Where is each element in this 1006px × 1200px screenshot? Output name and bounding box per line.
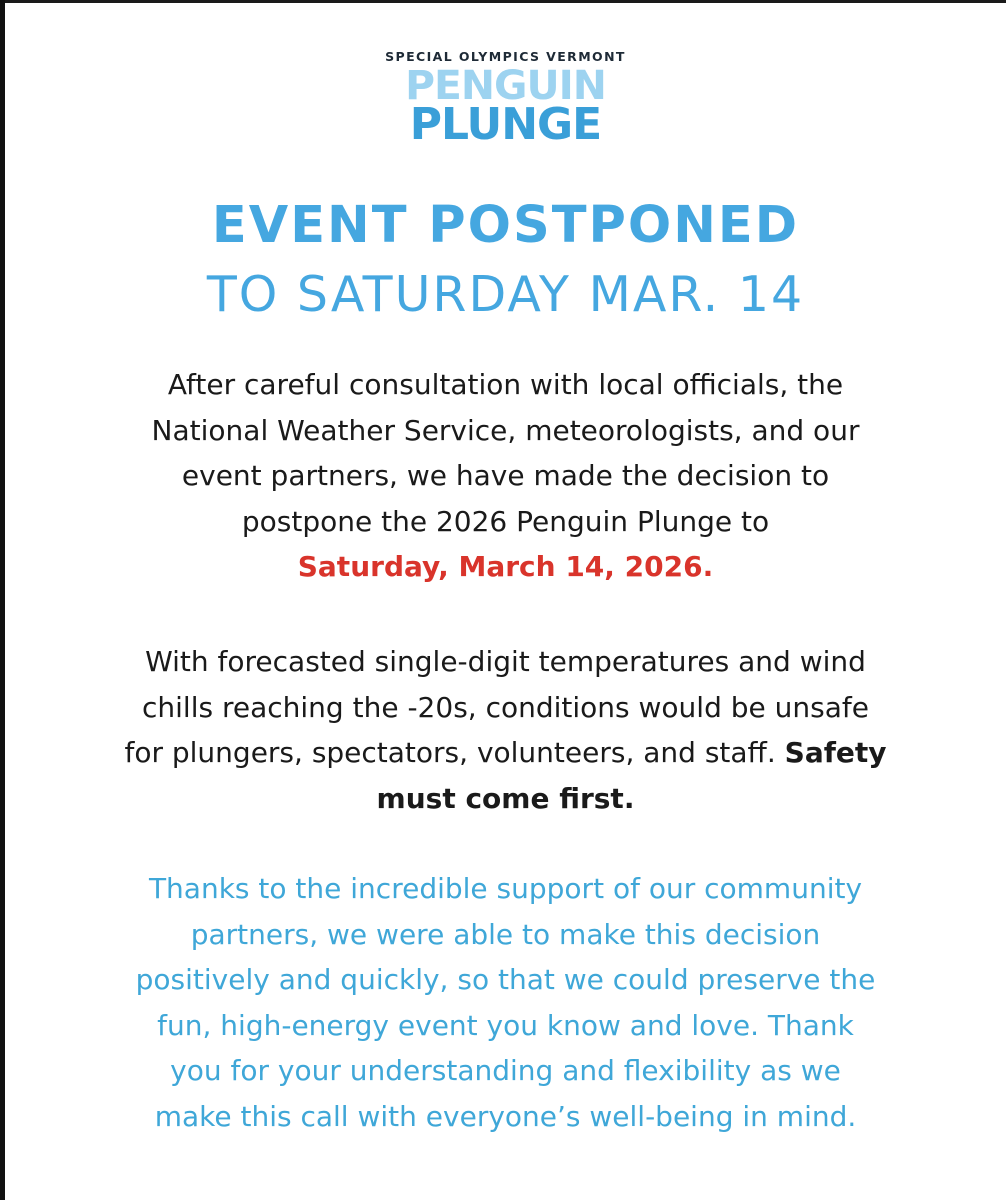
paragraph-safety-text: for plungers, spectators, volunteers, and staff. bbox=[124, 736, 776, 769]
paragraph-thanks-line: fun, high-energy event you know and love. Thank bbox=[157, 1008, 854, 1042]
paragraph-decision bbox=[45, 362, 966, 590]
announcement-page bbox=[5, 3, 1006, 1200]
penguin-plunge-logo bbox=[5, 49, 1006, 150]
paragraph-thanks-line: make this call with everyone’s well-being in mind. bbox=[154, 1099, 857, 1133]
paragraph-safety-line bbox=[45, 730, 966, 776]
paragraph-thanks-line: you for your understanding and flexibility as we bbox=[170, 1054, 841, 1087]
paragraph-thanks bbox=[45, 866, 966, 1139]
paragraph-safety bbox=[45, 639, 966, 821]
paragraph-decision-line: National Weather Service, meteorologists, and our bbox=[151, 413, 860, 447]
safety-emphasis: Safety bbox=[784, 736, 887, 769]
headline-new-date: TO SATURDAY MAR. 14 bbox=[206, 266, 805, 323]
logo-org-name: SPECIAL OLYMPICS VERMONT bbox=[385, 49, 626, 64]
paragraph-thanks-line: Thanks to the incredible support of our community bbox=[148, 872, 863, 905]
logo-plunge-text: PLUNGE bbox=[409, 99, 602, 150]
logo-penguin-text: PENGUIN bbox=[405, 63, 606, 109]
paragraph-thanks-line: positively and quickly, so that we could preserve the bbox=[135, 963, 876, 996]
new-event-date: Saturday, March 14, 2026. bbox=[297, 550, 714, 583]
headline-event-postponed: EVENT POSTPONED bbox=[211, 196, 800, 255]
paragraph-safety-line: With forecasted single-digit temperatures and wind bbox=[145, 645, 866, 678]
paragraph-safety-line: chills reaching the -20s, conditions would be unsafe bbox=[142, 690, 869, 724]
paragraph-decision-line: After careful consultation with local officials, the bbox=[167, 368, 844, 401]
paragraph-thanks-line: partners, we were able to make this decision bbox=[190, 917, 821, 951]
paragraph-decision-line: postpone the 2026 Penguin Plunge to bbox=[241, 504, 770, 538]
paragraph-decision-line: event partners, we have made the decision to bbox=[181, 459, 830, 492]
safety-emphasis-continued: must come first. bbox=[376, 781, 635, 815]
